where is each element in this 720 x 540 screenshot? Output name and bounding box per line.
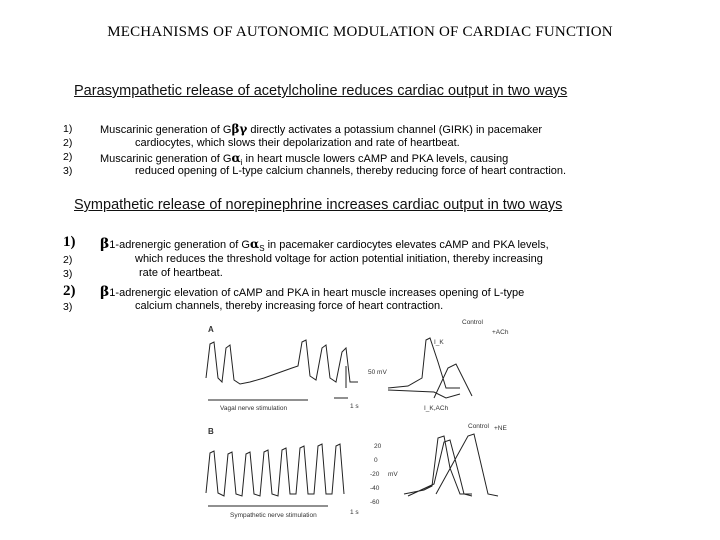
panel-b-label: B: [208, 427, 214, 436]
panel-a-ach: +ACh: [492, 329, 509, 336]
parasympathetic-heading: Parasympathetic release of acetylcholine reduces cardiac output in two ways: [74, 83, 568, 99]
para-item-1-continuation: cardiocytes, which slows their depolarization and rate of heartbeat.: [135, 137, 460, 149]
action-potential-figure: [198, 318, 528, 533]
panel-a-scale: 50 mV: [368, 369, 387, 376]
list-number: 2): [63, 151, 73, 163]
panel-b-mv: mV: [388, 471, 398, 478]
para-item-1-prefix: Muscarinic generation of G: [100, 124, 232, 136]
panel-a-inset-trace: [388, 338, 472, 398]
symp-item-2-continuation: calcium channels, thereby increasing force of heart contraction.: [135, 300, 444, 312]
panel-b-tick: -20: [370, 471, 380, 478]
g-beta-gamma-symbol: βγ: [231, 122, 248, 136]
panel-b-trace: [206, 444, 344, 496]
list-number: 3): [63, 165, 73, 177]
panel-b-inset-trace: [404, 434, 498, 496]
page-title: MECHANISMS OF AUTONOMIC MODULATION OF CARDIAC FUNCTION: [107, 24, 613, 40]
panel-b-time: 1 s: [350, 509, 359, 516]
symp-item-1-suffix: in pacemaker cardiocytes elevates cAMP and PKA levels,: [264, 239, 549, 251]
list-number: 2): [63, 137, 73, 149]
list-number: 1): [63, 234, 76, 250]
list-number: 2): [63, 283, 76, 299]
sympathetic-heading: Sympathetic release of norepinephrine increases cardiac output in two ways: [74, 197, 563, 213]
panel-a-ik: I_K: [434, 339, 444, 346]
list-number: 3): [63, 268, 73, 280]
panel-a-label: A: [208, 325, 214, 334]
list-number: 2): [63, 254, 73, 266]
para-item-1: [100, 122, 542, 136]
para-item-2-continuation: reduced opening of L-type calcium channels, thereby reducing force of heart contraction.: [135, 165, 567, 177]
para-item-2-prefix: Muscarinic generation of G: [100, 153, 232, 165]
panel-b-caption: Sympathetic nerve stimulation: [230, 512, 317, 519]
panel-a-trace: [206, 340, 358, 384]
para-item-2-suffix: in heart muscle lowers cAMP and PKA levels, causing: [242, 153, 509, 165]
panel-a-caption: Vagal nerve stimulation: [220, 405, 288, 412]
g-alpha-symbol: α: [249, 237, 260, 251]
panel-a-kach: I_K,ACh: [424, 405, 449, 412]
list-number: 1): [63, 123, 73, 135]
symp-item-1-continuation-2: rate of heartbeat.: [139, 267, 223, 279]
list-number: 3): [63, 301, 73, 313]
panel-a-control: Control: [462, 319, 483, 326]
symp-item-1-continuation: which reduces the threshold voltage for action potential initiation, thereby increasing: [135, 253, 543, 265]
panel-b-tick: -40: [370, 485, 380, 492]
g-alpha-symbol: α: [231, 151, 241, 165]
panel-b-tick: -60: [370, 499, 380, 506]
panel-b-ne: +NE: [494, 425, 507, 432]
panel-a-time: 1 s: [350, 403, 359, 410]
beta-symbol: β: [100, 236, 110, 252]
subscript-i: i: [240, 158, 243, 168]
beta-symbol: β: [100, 284, 110, 300]
symp-item-1-prefix: 1-adrenergic generation of G: [109, 239, 250, 251]
subscript-s: S: [259, 244, 265, 254]
panel-b-tick: 20: [374, 443, 382, 450]
panel-b-tick: 0: [374, 457, 378, 464]
panel-b-control: Control: [468, 423, 489, 430]
symp-item-1: [100, 236, 549, 253]
para-item-1-suffix: directly activates a potassium channel (GIRK) in pacemaker: [247, 124, 543, 136]
symp-item-2: [100, 284, 524, 300]
symp-item-2-text: 1-adrenergic elevation of cAMP and PKA in heart muscle increases opening of L-type: [109, 287, 525, 299]
